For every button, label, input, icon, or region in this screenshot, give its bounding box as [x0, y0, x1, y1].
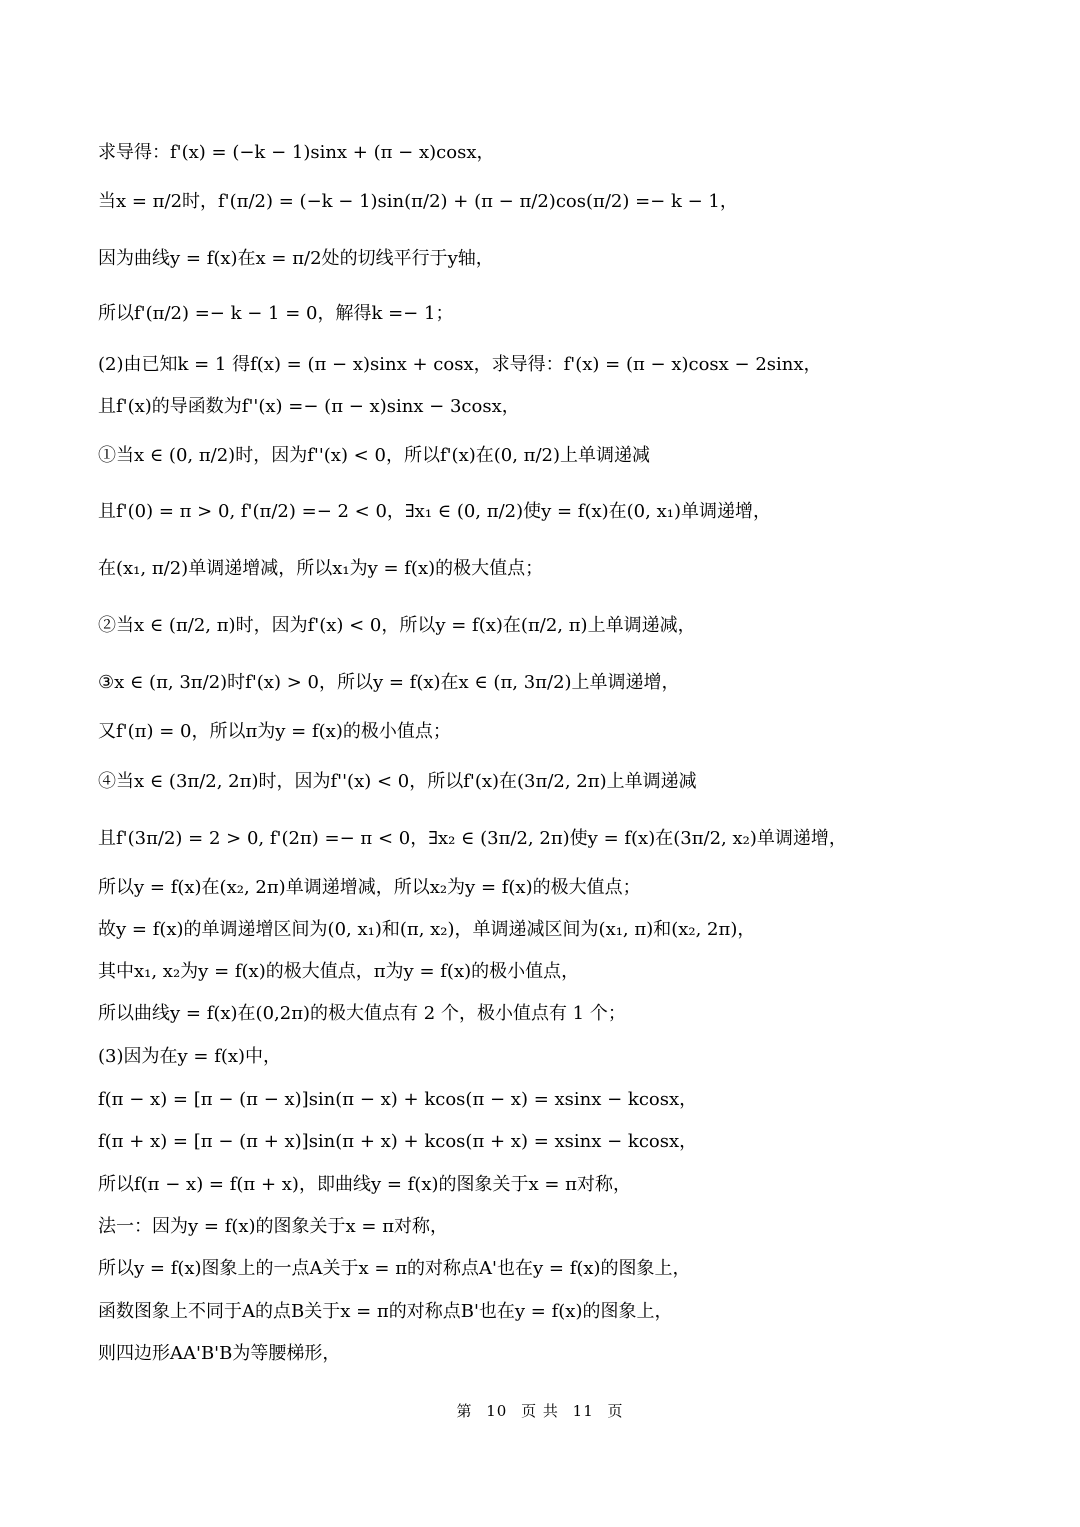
text-line-12: 又f'(π) = 0，所以π为y = f(x)的极小值点； — [98, 721, 451, 742]
text-line-10: ②当x ∈ (π/2, π)时，因为f'(x) < 0，所以y = f(x)在(π/2, π)上单调递减， — [98, 615, 696, 636]
text-line-15: 所以y = f(x)在(x₂, 2π)单调递增减，所以x₂为y = f(x)的极大值点； — [98, 877, 641, 898]
text-line-3: 因为曲线y = f(x)在x = π/2处的切线平行于y轴， — [98, 248, 494, 269]
text-line-6: 且f'(x)的导函数为f''(x) =− (π − x)sinx − 3cosx， — [98, 396, 520, 417]
text-line-18: 所以曲线y = f(x)在(0,2π)的极大值点有 2 个，极小值点有 1 个； — [98, 1003, 626, 1024]
text-line-11: ③x ∈ (π, 3π/2)时f'(x) > 0，所以y = f(x)在x ∈ (π, 3π/2)上单调递增， — [98, 672, 680, 693]
text-line-25: 函数图象上不同于A的点B关于x = π的对称点B'也在y = f(x)的图象上， — [98, 1301, 673, 1322]
text-line-4: 所以f'(π/2) =− k − 1 = 0，解得k =− 1； — [98, 303, 454, 324]
text-line-23: 法一：因为y = f(x)的图象关于x = π对称， — [98, 1216, 449, 1237]
text-line-22: 所以f(π − x) = f(π + x)，即曲线y = f(x)的图象关于x = π对称， — [98, 1174, 632, 1195]
text-line-7: ①当x ∈ (0, π/2)时，因为f''(x) < 0，所以f'(x)在(0, π/2)上单调递减 — [98, 445, 651, 466]
text-line-17: 其中x₁, x₂为y = f(x)的极大值点，π为y = f(x)的极小值点， — [98, 961, 580, 982]
text-line-9: 在(x₁, π/2)单调递增减，所以x₁为y = f(x)的极大值点； — [98, 558, 544, 579]
text-line-20: f(π − x) = [π − (π − x)]sin(π − x) + kcos(π − x) = xsinx − kcosx， — [98, 1089, 698, 1110]
text-line-21: f(π + x) = [π − (π + x)]sin(π + x) + kcos(π + x) = xsinx − kcosx， — [98, 1131, 698, 1152]
text-line-8: 且f'(0) = π > 0, f'(π/2) =− 2 < 0，∃x₁ ∈ (0, π/2)使y = f(x)在(0, x₁)单调递增， — [98, 501, 771, 522]
footer-mid: 页 共 — [521, 1402, 559, 1420]
text-line-13: ④当x ∈ (3π/2, 2π)时，因为f''(x) < 0，所以f'(x)在(3π/2, 2π)上单调递减 — [98, 771, 697, 792]
text-line-1: 求导得：f'(x) = (−k − 1)sinx + (π − x)cosx， — [98, 142, 495, 163]
page-footer — [0, 1400, 1080, 1421]
text-line-16: 故y = f(x)的单调递增区间为(0, x₁)和(π, x₂)，单调递减区间为(x₁, π)和(x₂, 2π)， — [98, 919, 756, 940]
text-line-24: 所以y = f(x)图象上的一点A关于x = π的对称点A'也在y = f(x)的图象上， — [98, 1258, 691, 1279]
footer-page-number: 10 — [486, 1402, 508, 1420]
text-line-2: 当x = π/2时，f'(π/2) = (−k − 1)sin(π/2) + (π − π/2)cos(π/2) =− k − 1， — [98, 191, 738, 212]
text-line-5: (2)由已知k = 1 得f(x) = (π − x)sinx + cosx，求导得：f'(x) = (π − x)cosx − 2sinx， — [98, 354, 822, 375]
footer-prefix: 第 — [456, 1402, 473, 1420]
footer-total-pages: 11 — [572, 1402, 594, 1420]
text-line-19: (3)因为在y = f(x)中， — [98, 1046, 282, 1067]
text-line-14: 且f'(3π/2) = 2 > 0, f'(2π) =− π < 0，∃x₂ ∈ (3π/2, 2π)使y = f(x)在(3π/2, x₂)单调递增， — [98, 828, 847, 849]
footer-suffix: 页 — [607, 1402, 624, 1420]
text-line-26: 则四边形AA'B'B为等腰梯形， — [98, 1343, 341, 1364]
